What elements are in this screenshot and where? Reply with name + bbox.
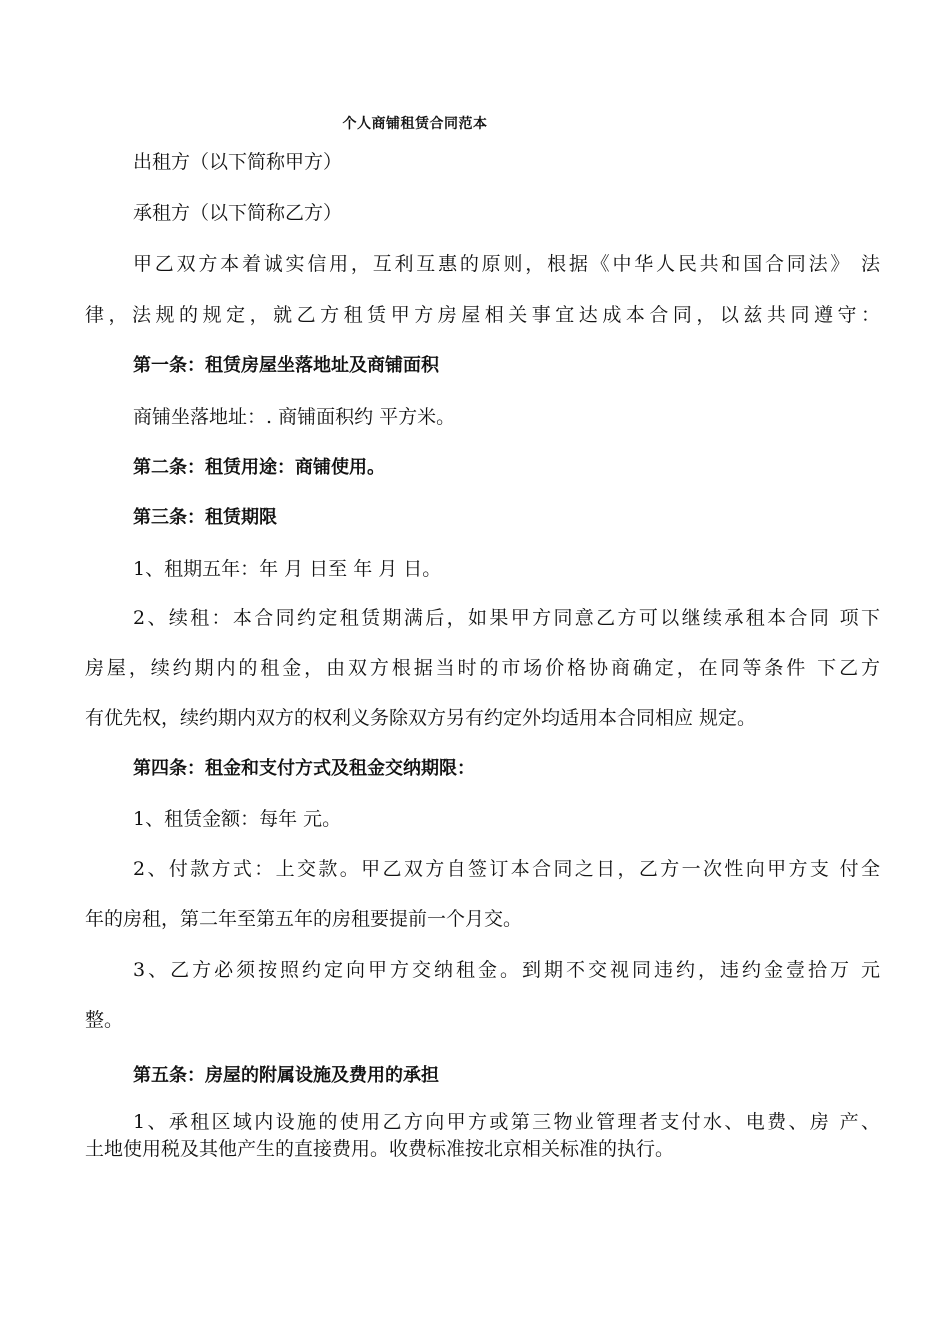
- article-1-address: 商铺坐落地址：. 商铺面积约 平方米。: [133, 406, 456, 428]
- article-5-costs-line-1: 1、承租区域内设施的使用乙方向甲方或第三物业管理者支付水、电费、房 产、: [133, 1111, 880, 1133]
- article-1-heading: 第一条：租赁房屋坐落地址及商铺面积: [133, 355, 439, 376]
- article-2-heading: 第二条：租赁用途：商铺使用。: [133, 457, 385, 478]
- article-3-term: 1、租期五年：年 月 日至 年 月 日。: [133, 558, 442, 580]
- article-5-costs-line-2: 土地使用税及其他产生的直接费用。收费标准按北京相关标准的执行。: [85, 1138, 675, 1160]
- article-4-penalty-line-1: 3、乙方必须按照约定向甲方交纳租金。到期不交视同违约，违约金壹拾万 元: [133, 959, 880, 981]
- article-4-payment-line-1: 2、付款方式：上交款。甲乙双方自签订本合同之日，乙方一次性向甲方支 付全: [133, 858, 880, 880]
- article-5-heading: 第五条：房屋的附属设施及费用的承担: [133, 1065, 439, 1086]
- article-4-penalty-line-2: 整。: [85, 1009, 124, 1031]
- paragraph-preamble-line-1: 甲乙双方本着诚实信用，互利互惠的原则，根据《中华人民共和国合同法》 法: [133, 253, 880, 275]
- paragraph-lessor: 出租方（以下简称甲方）: [133, 151, 343, 173]
- article-4-heading: 第四条：租金和支付方式及租金交纳期限：: [133, 758, 475, 779]
- article-4-payment-line-2: 年的房租，第二年至第五年的房租要提前一个月交。: [85, 908, 523, 930]
- article-3-heading: 第三条：租赁期限: [133, 507, 277, 528]
- document-title: 个人商铺租赁合同范本: [342, 116, 488, 132]
- paragraph-preamble-line-2: 律，法规的规定，就乙方租赁甲方房屋相关事宜达成本合同，以兹共同遵守：: [85, 304, 880, 326]
- article-3-renewal-line-3: 有优先权，续约期内双方的权利义务除双方另有约定外均适用本合同相应 规定。: [85, 707, 757, 729]
- paragraph-lessee: 承租方（以下简称乙方）: [133, 202, 343, 224]
- article-3-renewal-line-2: 房屋，续约期内的租金，由双方根据当时的市场价格协商确定，在同等条件 下乙方: [85, 657, 880, 679]
- article-3-renewal-line-1: 2、续租：本合同约定租赁期满后，如果甲方同意乙方可以继续承租本合同 项下: [133, 607, 880, 629]
- article-4-amount: 1、租赁金额：每年 元。: [133, 808, 342, 830]
